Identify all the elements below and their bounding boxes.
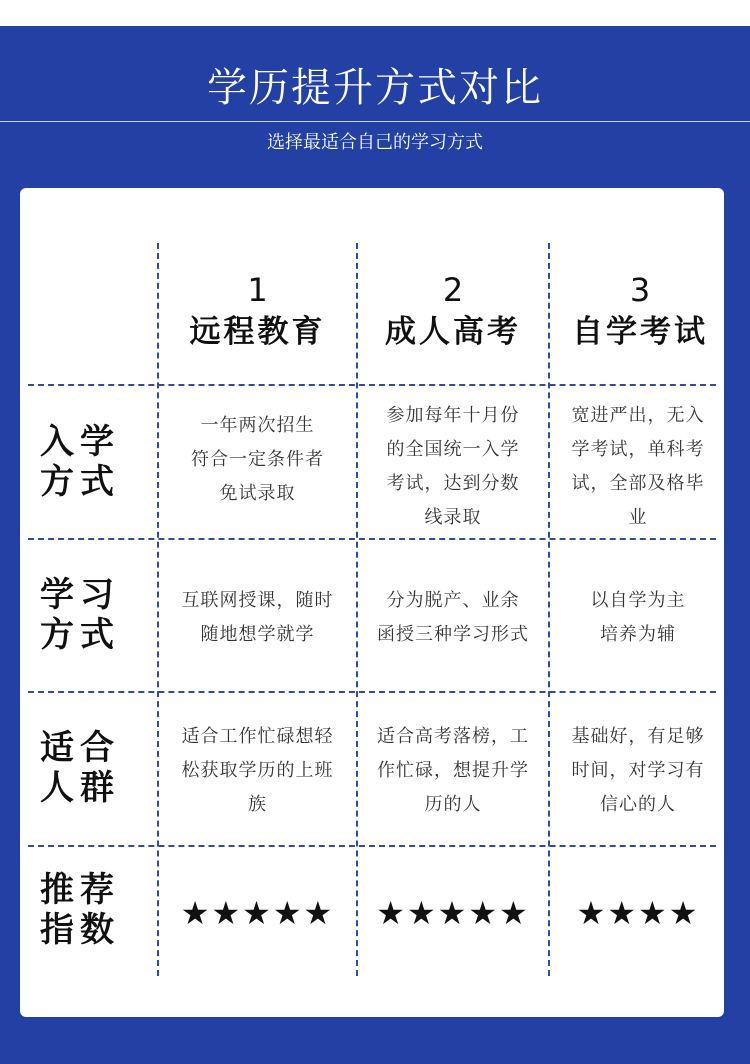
column-header-2 xyxy=(358,270,548,354)
table-cell: 适合高考落榜，工 作忙碌，想提升学 历的人 xyxy=(377,726,529,815)
row-divider xyxy=(28,845,716,847)
row-label-study-method: 学习 方式 xyxy=(40,575,120,655)
row-divider xyxy=(28,691,716,693)
table-cell: 参加每年十月份 的全国统一入学 考试，达到分数 线录取 xyxy=(386,405,520,528)
table-cell: 基础好，有足够 时间，对学习有 信心的人 xyxy=(571,726,705,815)
table-cell: 以自学为主 培养为辅 xyxy=(590,590,686,645)
table-cell: 一年两次招生 符合一定条件者 免试录取 xyxy=(191,415,324,504)
column-number: 2 xyxy=(442,271,464,309)
table-cell: 互联网授课，随时 随地想学就学 xyxy=(181,590,334,645)
title-divider xyxy=(0,121,750,122)
column-name: 远程教育 xyxy=(189,314,326,350)
table-cell: 宽进严出，无入 学考试，单科考 试，全部及格毕 业 xyxy=(571,405,705,528)
table-cell: 适合工作忙碌想轻 松获取学历的上班 族 xyxy=(181,726,334,815)
table-cell: 分为脱产、业余 函授三种学习形式 xyxy=(377,590,529,645)
page-subtitle: 选择最适合自己的学习方式 xyxy=(267,132,483,153)
star-rating: ★★★★ xyxy=(576,894,700,932)
column-number: 1 xyxy=(247,271,268,309)
row-label-suitable-group: 适合 人群 xyxy=(40,728,120,808)
row-divider xyxy=(28,538,716,540)
page-title: 学历提升方式对比 xyxy=(207,65,543,111)
star-rating: ★★★★★ xyxy=(376,894,530,932)
column-header-1 xyxy=(159,270,356,354)
column-name: 成人高考 xyxy=(385,314,521,350)
column-number: 3 xyxy=(629,271,651,309)
column-name: 自学考试 xyxy=(572,314,708,350)
star-rating: ★★★★★ xyxy=(180,894,335,932)
row-divider xyxy=(28,384,716,386)
column-header-3 xyxy=(550,270,730,354)
row-label-recommendation: 推荐 指数 xyxy=(40,870,120,950)
row-label-admission: 入学 方式 xyxy=(40,422,120,502)
